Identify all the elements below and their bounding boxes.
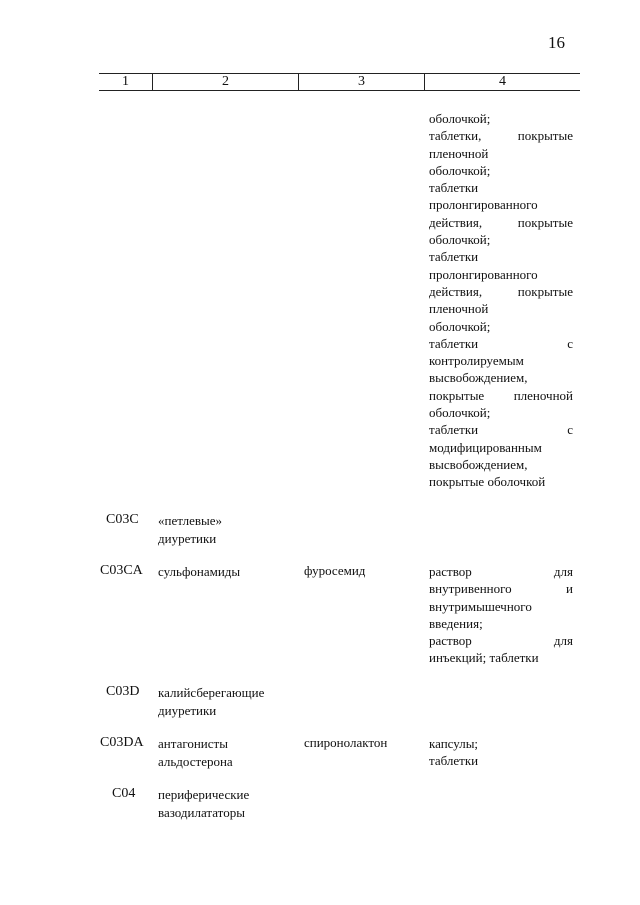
dosage-form-line: контролируемым: [429, 353, 524, 369]
dosage-form-line: модифицированным: [429, 439, 542, 455]
atc-code: C03DA: [100, 735, 144, 750]
dosage-forms: [429, 563, 573, 667]
dosage-form-line: оболочкой;: [429, 232, 491, 248]
dosage-form-line: таблетки, покрытые: [429, 128, 573, 144]
dosage-form-line: раствор для: [429, 564, 573, 579]
dosage-form-line: пролонгированного: [429, 266, 538, 282]
dosage-form-line: таблетки: [429, 249, 479, 265]
drug-name: фуросемид: [304, 563, 366, 578]
dosage-form-line: действия, покрытые: [429, 214, 573, 230]
header-col-1: 1: [122, 74, 129, 89]
dosage-form-line: оболочкой;: [429, 111, 491, 126]
dosage-form-line: пленочной: [429, 301, 489, 317]
dosage-form-line: раствор для: [429, 633, 573, 649]
atc-group-name: «петлевые» диуретики: [158, 513, 222, 546]
atc-code: C03D: [106, 684, 140, 699]
page-number: 16: [548, 33, 565, 52]
dosage-form-line: внутривенного и: [429, 581, 573, 597]
atc-group-name: калийсберегающие диуретики: [158, 685, 265, 718]
header-col-2: 2: [222, 74, 229, 89]
dosage-form-line: оболочкой;: [429, 162, 491, 178]
dosage-forms: [429, 735, 573, 770]
dosage-form-line: высвобождением,: [429, 456, 528, 472]
dosage-form-line: таблетки с: [429, 335, 573, 351]
dosage-form-line: таблетки: [429, 753, 479, 769]
atc-group-name: периферические вазодилататоры: [158, 787, 250, 820]
drug-name: спиронолактон: [304, 735, 388, 750]
table-header: [99, 73, 580, 91]
dosage-form-line: внутримышечного: [429, 598, 532, 614]
dosage-form-line: пленочной: [429, 145, 489, 161]
dosage-form-line: введения;: [429, 615, 483, 631]
dosage-form-line: оболочкой;: [429, 318, 491, 334]
atc-code: C03C: [106, 512, 139, 527]
atc-group-name: сульфонамиды: [158, 564, 241, 579]
dosage-form-line: покрытые пленочной: [429, 387, 573, 403]
dosage-form-line: таблетки: [429, 180, 479, 196]
dosage-forms-continuation: [429, 110, 573, 491]
dosage-form-line: пролонгированного: [429, 197, 538, 213]
atc-code: C04: [112, 786, 136, 801]
header-col-4: 4: [499, 74, 506, 89]
header-col-3: 3: [358, 74, 365, 89]
dosage-form-line: действия, покрытые: [429, 283, 573, 299]
atc-group-name: антагонисты альдостерона: [158, 736, 233, 769]
dosage-form-line: таблетки с: [429, 422, 573, 438]
dosage-form-line: капсулы;: [429, 736, 479, 751]
dosage-form-line: инъекций; таблетки: [429, 650, 539, 666]
atc-code: C03CA: [100, 563, 143, 578]
dosage-form-line: оболочкой;: [429, 405, 491, 421]
dosage-form-line: высвобождением,: [429, 370, 528, 386]
dosage-form-line: покрытые оболочкой: [429, 474, 546, 490]
